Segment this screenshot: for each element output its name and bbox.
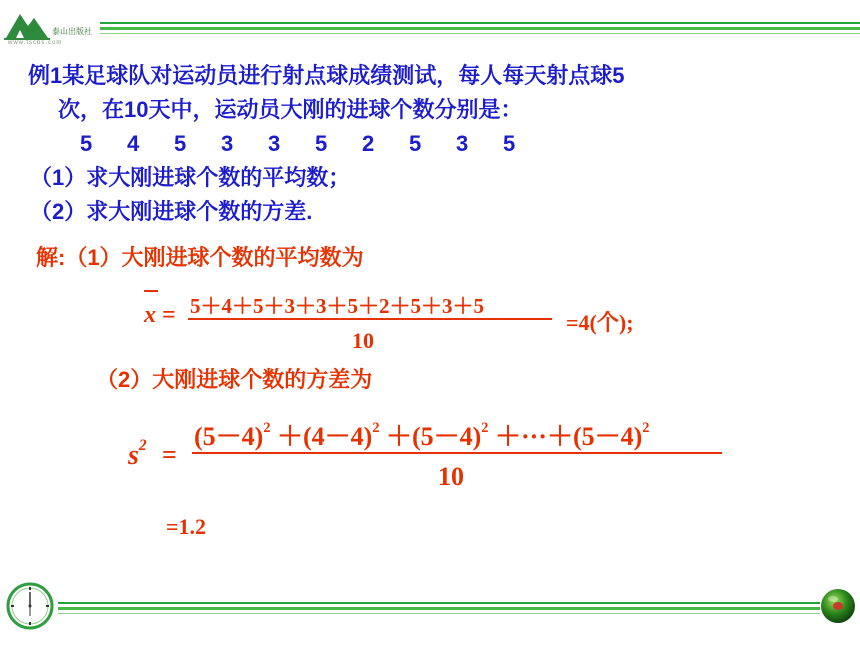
variance-term: ＋(4－4): [276, 422, 373, 451]
mean-symbol: x: [144, 302, 156, 328]
clock-icon: [6, 582, 54, 630]
header-divider: [100, 27, 860, 30]
mean-denominator: 10: [352, 328, 374, 353]
goal-number: 5: [315, 131, 328, 156]
mean-equals: =: [162, 302, 176, 328]
variance-intro: （2）大刚进球个数的方差为: [96, 367, 373, 392]
mean-fraction-bar: [188, 318, 552, 320]
footer-divider: [58, 607, 820, 610]
globe-ball-icon[interactable]: [820, 588, 856, 624]
variance-result: =1.2: [166, 514, 207, 539]
goal-number: 5: [409, 131, 422, 156]
variance-equals: =: [162, 440, 177, 469]
goal-number: 5: [174, 131, 187, 156]
variance-denominator: 10: [438, 462, 464, 491]
goal-numbers: [80, 130, 550, 158]
example-line-1: 例1某足球队对运动员进行射点球成绩测试，每人每天射点球5: [28, 63, 625, 88]
variance-term: ＋···＋(5－4): [494, 422, 643, 451]
logo-text: 泰山出版社: [52, 27, 92, 36]
header-divider: [100, 22, 860, 24]
goal-number: 5: [80, 131, 93, 156]
goal-number: 3: [221, 131, 234, 156]
mean-numerator: 5＋4＋5＋3＋3＋5＋2＋5＋3＋5: [190, 294, 484, 318]
footer-divider: [58, 602, 820, 604]
goal-number: 3: [456, 131, 469, 156]
footer-divider: [58, 613, 820, 614]
logo-site-text: www.tscbs.com: [8, 40, 63, 46]
solution-intro: 解:（1）大刚进球个数的平均数为: [36, 245, 364, 270]
goal-number: 3: [268, 131, 281, 156]
example-line-2: 次，在10天中，运动员大刚的进球个数分别是：: [58, 97, 523, 122]
question-1: （1）求大刚进球个数的平均数；: [30, 165, 351, 190]
variance-numerator: $(5-4)^2 +(4-4)^2 +(5-4)^2 +\cdot\cdot\cdot+(5-4)^2$: [194, 420, 650, 451]
variance-term: ＋(5－4): [385, 422, 482, 451]
mean-result: =4(个);: [566, 310, 634, 335]
question-2: （2）求大刚进球个数的方差.: [30, 199, 313, 224]
goal-number: 5: [503, 131, 516, 156]
goal-number: 4: [127, 131, 140, 156]
mean-bar: [144, 290, 158, 292]
variance-term: (5－4): [194, 422, 264, 451]
variance-symbol: $s^2$: [128, 437, 147, 471]
header-divider: [100, 33, 860, 34]
variance-fraction-bar: [192, 452, 722, 454]
goal-number: 2: [362, 131, 375, 156]
